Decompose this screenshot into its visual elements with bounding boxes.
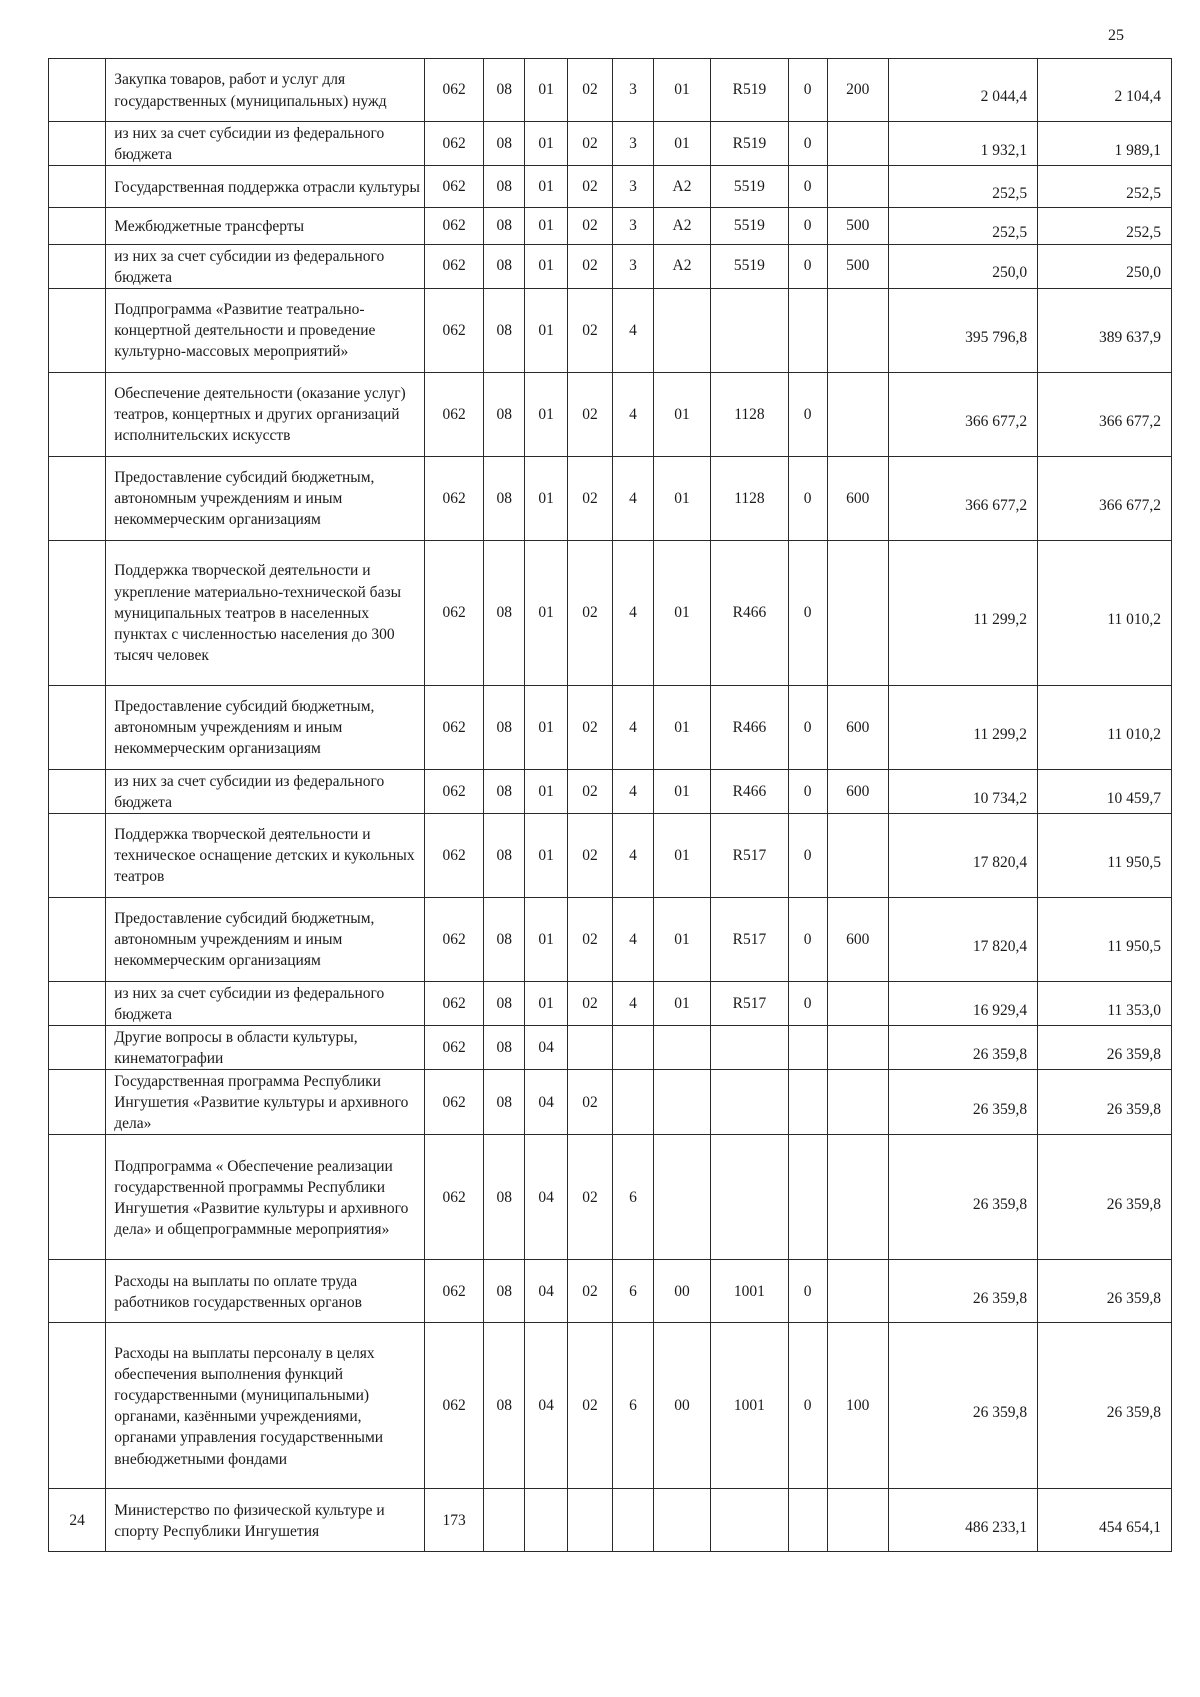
main-event-code-cell: 01 (653, 685, 710, 769)
expense-type-code-cell (827, 1260, 888, 1323)
program-code-cell: 02 (568, 1070, 613, 1135)
subsection-code-cell: 01 (525, 897, 568, 981)
target-item-code-cell: 0 (788, 456, 827, 540)
amount-year1-cell: 26 359,8 (888, 1070, 1037, 1135)
subsection-code-cell: 01 (525, 813, 568, 897)
section-code-cell: 08 (484, 1135, 525, 1260)
ministry-code-cell: 062 (425, 769, 484, 813)
ministry-code-cell: 062 (425, 288, 484, 372)
amount-year1-cell: 26 359,8 (888, 1026, 1037, 1070)
amount-year2-cell: 11 950,5 (1038, 897, 1172, 981)
program-code-cell: 02 (568, 208, 613, 244)
section-code-cell: 08 (484, 813, 525, 897)
row-number-cell (49, 1070, 106, 1135)
row-name-cell: Другие вопросы в области культуры, кинематографии (106, 1026, 425, 1070)
ministry-code-cell: 062 (425, 813, 484, 897)
row-name-cell: Государственная программа Республики Ингушетия «Развитие культуры и архивного дела» (106, 1070, 425, 1135)
ministry-code-cell: 062 (425, 1260, 484, 1323)
amount-year1-cell: 1 932,1 (888, 122, 1037, 166)
main-event-code-cell (653, 1135, 710, 1260)
amount-year2-cell: 389 637,9 (1038, 288, 1172, 372)
ministry-code-cell: 062 (425, 1135, 484, 1260)
direction-code-cell (711, 1026, 789, 1070)
ministry-code-cell: 062 (425, 166, 484, 208)
subprogram-code-cell: 4 (613, 981, 654, 1025)
subsection-code-cell: 01 (525, 769, 568, 813)
expense-type-code-cell: 600 (827, 456, 888, 540)
program-code-cell: 02 (568, 540, 613, 685)
table-row (49, 122, 1172, 166)
ministry-code-cell: 173 (425, 1489, 484, 1552)
subsection-code-cell: 01 (525, 685, 568, 769)
row-number-cell (49, 372, 106, 456)
expense-type-code-cell (827, 1070, 888, 1135)
subsection-code-cell (525, 1489, 568, 1552)
section-code-cell: 08 (484, 456, 525, 540)
section-code-cell (484, 1489, 525, 1552)
program-code-cell: 02 (568, 813, 613, 897)
budget-table (48, 58, 1172, 1552)
main-event-code-cell: 01 (653, 456, 710, 540)
target-item-code-cell (788, 1489, 827, 1552)
expense-type-code-cell (827, 540, 888, 685)
expense-type-code-cell (827, 166, 888, 208)
subsection-code-cell: 04 (525, 1135, 568, 1260)
target-item-code-cell (788, 1135, 827, 1260)
amount-year2-cell: 454 654,1 (1038, 1489, 1172, 1552)
section-code-cell: 08 (484, 59, 525, 122)
row-number-cell (49, 1260, 106, 1323)
row-number-cell (49, 1323, 106, 1489)
section-code-cell: 08 (484, 1323, 525, 1489)
row-name-cell: из них за счет субсидии из федерального бюджета (106, 122, 425, 166)
target-item-code-cell: 0 (788, 1260, 827, 1323)
amount-year2-cell: 26 359,8 (1038, 1070, 1172, 1135)
section-code-cell: 08 (484, 372, 525, 456)
program-code-cell: 02 (568, 769, 613, 813)
expense-type-code-cell (827, 1489, 888, 1552)
amount-year2-cell: 11 010,2 (1038, 540, 1172, 685)
amount-year1-cell: 26 359,8 (888, 1260, 1037, 1323)
row-name-cell: Закупка товаров, работ и услуг для государственных (муниципальных) нужд (106, 59, 425, 122)
table-row (49, 685, 1172, 769)
program-code-cell: 02 (568, 288, 613, 372)
table-row (49, 372, 1172, 456)
row-number-cell (49, 540, 106, 685)
target-item-code-cell: 0 (788, 59, 827, 122)
table-row (49, 59, 1172, 122)
amount-year2-cell: 11 353,0 (1038, 981, 1172, 1025)
section-code-cell: 08 (484, 897, 525, 981)
subprogram-code-cell (613, 1489, 654, 1552)
expense-type-code-cell: 500 (827, 208, 888, 244)
subprogram-code-cell: 6 (613, 1260, 654, 1323)
subprogram-code-cell: 3 (613, 59, 654, 122)
ministry-code-cell: 062 (425, 244, 484, 288)
expense-type-code-cell (827, 372, 888, 456)
main-event-code-cell: 01 (653, 59, 710, 122)
amount-year2-cell: 250,0 (1038, 244, 1172, 288)
row-name-cell: Подпрограмма « Обеспечение реализации государственной программы Республики Ингушетия «Развитие культуры и архивного дела» и общепрограммные мероприятия» (106, 1135, 425, 1260)
section-code-cell: 08 (484, 1070, 525, 1135)
row-number-cell (49, 813, 106, 897)
subprogram-code-cell: 4 (613, 685, 654, 769)
amount-year2-cell: 26 359,8 (1038, 1260, 1172, 1323)
table-row (49, 1135, 1172, 1260)
subsection-code-cell: 04 (525, 1323, 568, 1489)
row-number-cell (49, 685, 106, 769)
subsection-code-cell: 01 (525, 244, 568, 288)
direction-code-cell: R517 (711, 981, 789, 1025)
subprogram-code-cell: 3 (613, 122, 654, 166)
table-row (49, 1026, 1172, 1070)
target-item-code-cell: 0 (788, 540, 827, 685)
subprogram-code-cell: 4 (613, 813, 654, 897)
target-item-code-cell (788, 1026, 827, 1070)
target-item-code-cell: 0 (788, 1323, 827, 1489)
row-name-cell: Предоставление субсидий бюджетным, автономным учреждениям и иным некоммерческим организациям (106, 897, 425, 981)
section-code-cell: 08 (484, 166, 525, 208)
section-code-cell: 08 (484, 122, 525, 166)
table-row (49, 456, 1172, 540)
expense-type-code-cell (827, 1026, 888, 1070)
row-name-cell: Государственная поддержка отрасли культуры (106, 166, 425, 208)
subsection-code-cell: 01 (525, 288, 568, 372)
program-code-cell (568, 1489, 613, 1552)
program-code-cell: 02 (568, 685, 613, 769)
main-event-code-cell: А2 (653, 244, 710, 288)
amount-year2-cell: 2 104,4 (1038, 59, 1172, 122)
direction-code-cell: R517 (711, 813, 789, 897)
section-code-cell: 08 (484, 1026, 525, 1070)
direction-code-cell: 5519 (711, 208, 789, 244)
subsection-code-cell: 04 (525, 1260, 568, 1323)
main-event-code-cell: 00 (653, 1260, 710, 1323)
amount-year1-cell: 26 359,8 (888, 1135, 1037, 1260)
amount-year1-cell: 250,0 (888, 244, 1037, 288)
main-event-code-cell: 01 (653, 981, 710, 1025)
program-code-cell: 02 (568, 244, 613, 288)
direction-code-cell: 5519 (711, 166, 789, 208)
target-item-code-cell: 0 (788, 372, 827, 456)
main-event-code-cell: А2 (653, 208, 710, 244)
ministry-code-cell: 062 (425, 456, 484, 540)
ministry-code-cell: 062 (425, 372, 484, 456)
amount-year1-cell: 11 299,2 (888, 540, 1037, 685)
program-code-cell (568, 1026, 613, 1070)
direction-code-cell: R466 (711, 685, 789, 769)
direction-code-cell (711, 1135, 789, 1260)
amount-year1-cell: 252,5 (888, 166, 1037, 208)
main-event-code-cell: А2 (653, 166, 710, 208)
section-code-cell: 08 (484, 685, 525, 769)
main-event-code-cell: 01 (653, 372, 710, 456)
subsection-code-cell: 01 (525, 208, 568, 244)
subsection-code-cell: 01 (525, 59, 568, 122)
table-row (49, 769, 1172, 813)
row-name-cell: Обеспечение деятельности (оказание услуг) театров, концертных и других организаций исполнительских искусств (106, 372, 425, 456)
amount-year1-cell: 252,5 (888, 208, 1037, 244)
table-row (49, 244, 1172, 288)
section-code-cell: 08 (484, 981, 525, 1025)
row-number-cell (49, 208, 106, 244)
amount-year1-cell: 395 796,8 (888, 288, 1037, 372)
table-row (49, 288, 1172, 372)
expense-type-code-cell: 100 (827, 1323, 888, 1489)
subprogram-code-cell: 6 (613, 1323, 654, 1489)
ministry-code-cell: 062 (425, 685, 484, 769)
main-event-code-cell (653, 288, 710, 372)
subprogram-code-cell: 4 (613, 456, 654, 540)
subprogram-code-cell: 6 (613, 1135, 654, 1260)
expense-type-code-cell: 200 (827, 59, 888, 122)
target-item-code-cell: 0 (788, 208, 827, 244)
subsection-code-cell: 01 (525, 540, 568, 685)
expense-type-code-cell (827, 981, 888, 1025)
amount-year1-cell: 366 677,2 (888, 372, 1037, 456)
target-item-code-cell: 0 (788, 122, 827, 166)
row-number-cell (49, 244, 106, 288)
table-row (49, 540, 1172, 685)
row-number-cell (49, 166, 106, 208)
main-event-code-cell (653, 1489, 710, 1552)
subsection-code-cell: 01 (525, 122, 568, 166)
expense-type-code-cell: 500 (827, 244, 888, 288)
expense-type-code-cell (827, 288, 888, 372)
expense-type-code-cell: 600 (827, 769, 888, 813)
program-code-cell: 02 (568, 897, 613, 981)
ministry-code-cell: 062 (425, 59, 484, 122)
table-row (49, 1323, 1172, 1489)
table-row (49, 1260, 1172, 1323)
direction-code-cell (711, 1489, 789, 1552)
section-code-cell: 08 (484, 244, 525, 288)
row-number-cell (49, 769, 106, 813)
amount-year1-cell: 26 359,8 (888, 1323, 1037, 1489)
subsection-code-cell: 01 (525, 456, 568, 540)
main-event-code-cell: 01 (653, 540, 710, 685)
table-row (49, 981, 1172, 1025)
row-number-cell (49, 1026, 106, 1070)
ministry-code-cell: 062 (425, 208, 484, 244)
target-item-code-cell: 0 (788, 813, 827, 897)
row-name-cell: из них за счет субсидии из федерального бюджета (106, 769, 425, 813)
row-number-cell (49, 59, 106, 122)
expense-type-code-cell (827, 813, 888, 897)
direction-code-cell: R519 (711, 59, 789, 122)
target-item-code-cell: 0 (788, 981, 827, 1025)
program-code-cell: 02 (568, 1135, 613, 1260)
subprogram-code-cell: 4 (613, 897, 654, 981)
main-event-code-cell: 01 (653, 813, 710, 897)
amount-year1-cell: 17 820,4 (888, 897, 1037, 981)
subprogram-code-cell (613, 1026, 654, 1070)
target-item-code-cell (788, 288, 827, 372)
table-row (49, 208, 1172, 244)
table-row (49, 813, 1172, 897)
section-code-cell: 08 (484, 769, 525, 813)
expense-type-code-cell: 600 (827, 685, 888, 769)
amount-year2-cell: 366 677,2 (1038, 372, 1172, 456)
subsection-code-cell: 01 (525, 372, 568, 456)
main-event-code-cell: 01 (653, 897, 710, 981)
amount-year1-cell: 10 734,2 (888, 769, 1037, 813)
row-number-cell (49, 288, 106, 372)
main-event-code-cell (653, 1026, 710, 1070)
ministry-code-cell: 062 (425, 1070, 484, 1135)
program-code-cell: 02 (568, 1323, 613, 1489)
main-event-code-cell: 01 (653, 122, 710, 166)
budget-table-body (49, 59, 1172, 1552)
amount-year1-cell: 17 820,4 (888, 813, 1037, 897)
row-name-cell: Предоставление субсидий бюджетным, автономным учреждениям и иным некоммерческим организациям (106, 685, 425, 769)
program-code-cell: 02 (568, 1260, 613, 1323)
row-name-cell: из них за счет субсидии из федерального бюджета (106, 981, 425, 1025)
ministry-code-cell: 062 (425, 540, 484, 685)
direction-code-cell: R519 (711, 122, 789, 166)
row-name-cell: из них за счет субсидии из федерального бюджета (106, 244, 425, 288)
program-code-cell: 02 (568, 122, 613, 166)
subprogram-code-cell: 3 (613, 166, 654, 208)
expense-type-code-cell (827, 1135, 888, 1260)
amount-year1-cell: 11 299,2 (888, 685, 1037, 769)
row-name-cell: Расходы на выплаты по оплате труда работников государственных органов (106, 1260, 425, 1323)
row-number-cell (49, 897, 106, 981)
row-name-cell: Поддержка творческой деятельности и техническое оснащение детских и кукольных театров (106, 813, 425, 897)
subprogram-code-cell: 3 (613, 244, 654, 288)
program-code-cell: 02 (568, 59, 613, 122)
amount-year2-cell: 11 950,5 (1038, 813, 1172, 897)
row-number-cell (49, 981, 106, 1025)
subprogram-code-cell: 3 (613, 208, 654, 244)
target-item-code-cell: 0 (788, 897, 827, 981)
subprogram-code-cell (613, 1070, 654, 1135)
ministry-code-cell: 062 (425, 897, 484, 981)
expense-type-code-cell: 600 (827, 897, 888, 981)
amount-year2-cell: 11 010,2 (1038, 685, 1172, 769)
direction-code-cell (711, 288, 789, 372)
amount-year1-cell: 16 929,4 (888, 981, 1037, 1025)
row-name-cell: Подпрограмма «Развитие театрально-концертной деятельности и проведение культурно-массовых мероприятий» (106, 288, 425, 372)
direction-code-cell: 1128 (711, 372, 789, 456)
subsection-code-cell: 04 (525, 1070, 568, 1135)
page-number: 25 (1108, 27, 1124, 44)
amount-year2-cell: 366 677,2 (1038, 456, 1172, 540)
amount-year2-cell: 1 989,1 (1038, 122, 1172, 166)
section-code-cell: 08 (484, 208, 525, 244)
section-code-cell: 08 (484, 540, 525, 685)
program-code-cell: 02 (568, 166, 613, 208)
program-code-cell: 02 (568, 372, 613, 456)
amount-year2-cell: 252,5 (1038, 166, 1172, 208)
direction-code-cell: 5519 (711, 244, 789, 288)
row-name-cell: Межбюджетные трансферты (106, 208, 425, 244)
program-code-cell: 02 (568, 981, 613, 1025)
direction-code-cell: 1128 (711, 456, 789, 540)
amount-year2-cell: 26 359,8 (1038, 1135, 1172, 1260)
subprogram-code-cell: 4 (613, 288, 654, 372)
direction-code-cell (711, 1070, 789, 1135)
row-number-cell (49, 1135, 106, 1260)
expense-type-code-cell (827, 122, 888, 166)
row-number-cell (49, 456, 106, 540)
ministry-code-cell: 062 (425, 981, 484, 1025)
target-item-code-cell (788, 1070, 827, 1135)
main-event-code-cell: 01 (653, 769, 710, 813)
row-name-cell: Министерство по физической культуре и спорту Республики Ингушетия (106, 1489, 425, 1552)
amount-year2-cell: 26 359,8 (1038, 1026, 1172, 1070)
target-item-code-cell: 0 (788, 244, 827, 288)
amount-year2-cell: 252,5 (1038, 208, 1172, 244)
target-item-code-cell: 0 (788, 685, 827, 769)
ministry-code-cell: 062 (425, 1026, 484, 1070)
ministry-code-cell: 062 (425, 1323, 484, 1489)
amount-year2-cell: 26 359,8 (1038, 1323, 1172, 1489)
direction-code-cell: R517 (711, 897, 789, 981)
table-row (49, 166, 1172, 208)
row-name-cell: Предоставление субсидий бюджетным, автономным учреждениям и иным некоммерческим организациям (106, 456, 425, 540)
main-event-code-cell: 00 (653, 1323, 710, 1489)
section-code-cell: 08 (484, 288, 525, 372)
table-row (49, 897, 1172, 981)
section-code-cell: 08 (484, 1260, 525, 1323)
amount-year1-cell: 2 044,4 (888, 59, 1037, 122)
subsection-code-cell: 01 (525, 981, 568, 1025)
subprogram-code-cell: 4 (613, 372, 654, 456)
subprogram-code-cell: 4 (613, 769, 654, 813)
subsection-code-cell: 04 (525, 1026, 568, 1070)
direction-code-cell: 1001 (711, 1260, 789, 1323)
subsection-code-cell: 01 (525, 166, 568, 208)
target-item-code-cell: 0 (788, 769, 827, 813)
direction-code-cell: R466 (711, 540, 789, 685)
ministry-code-cell: 062 (425, 122, 484, 166)
table-row (49, 1489, 1172, 1552)
table-row (49, 1070, 1172, 1135)
amount-year1-cell: 486 233,1 (888, 1489, 1037, 1552)
direction-code-cell: 1001 (711, 1323, 789, 1489)
row-number-cell (49, 122, 106, 166)
target-item-code-cell: 0 (788, 166, 827, 208)
row-number-cell: 24 (49, 1489, 106, 1552)
main-event-code-cell (653, 1070, 710, 1135)
amount-year1-cell: 366 677,2 (888, 456, 1037, 540)
subprogram-code-cell: 4 (613, 540, 654, 685)
row-name-cell: Поддержка творческой деятельности и укрепление материально-технической базы муниципальных театров в населенных пунктах с численностью населения до 300 тысяч человек (106, 540, 425, 685)
row-name-cell: Расходы на выплаты персоналу в целях обеспечения выполнения функций государственными (муниципальными) органами, казёнными учреждениями, органами управления государственными внебюджетными фондами (106, 1323, 425, 1489)
direction-code-cell: R466 (711, 769, 789, 813)
program-code-cell: 02 (568, 456, 613, 540)
amount-year2-cell: 10 459,7 (1038, 769, 1172, 813)
